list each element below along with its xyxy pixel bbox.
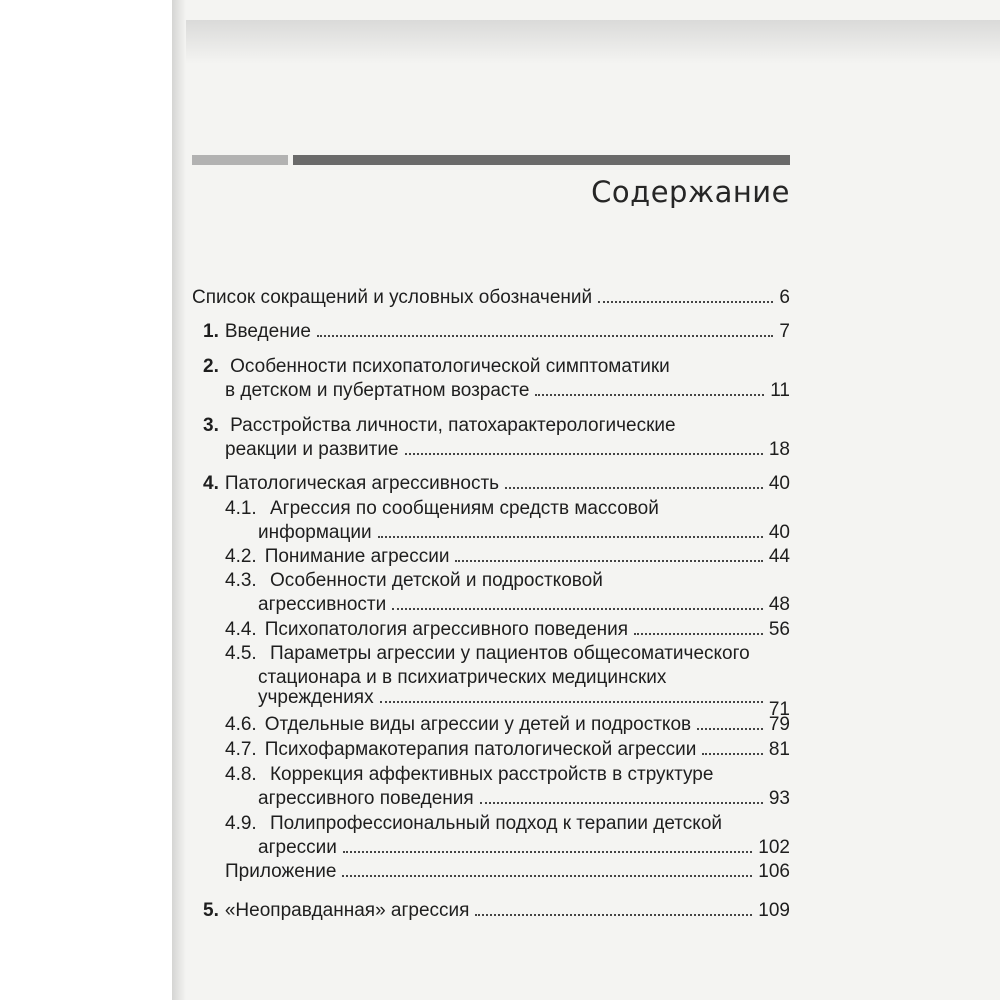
toc-page-number: 106: [758, 861, 790, 882]
toc-entry-title-line: агрессивного поведения: [258, 788, 474, 809]
toc-entry-title: Психопатология агрессивного поведения: [264, 619, 629, 640]
section-number: 4.3.: [225, 570, 257, 591]
toc-page-number: 18: [768, 439, 790, 460]
toc-entry-chapter-1: [203, 320, 790, 344]
section-number: 4.5.: [225, 643, 257, 664]
chapter-number: 2.: [203, 356, 219, 377]
toc-entry-4-1: [225, 497, 790, 545]
toc-page-number: 109: [758, 900, 790, 921]
chapter-number: 4.: [203, 473, 219, 494]
toc-entry-4-7: [225, 738, 790, 762]
dot-leader: [455, 560, 762, 562]
toc-entry-title: Введение: [224, 321, 311, 342]
dot-leader: [598, 301, 773, 303]
dot-leader: [392, 608, 763, 610]
chapter-number: 5.: [203, 900, 219, 921]
toc-entry-title-line: агрессивности: [258, 594, 387, 615]
section-number: 4.4.: [225, 619, 257, 640]
toc-entry-title-line: Полипрофессиональный подход к терапии детской: [269, 813, 722, 834]
section-number: 4.8.: [225, 764, 257, 785]
toc-entry-title-line: Особенности психопатологической симптоматики: [230, 356, 670, 377]
dot-leader: [380, 701, 763, 703]
section-number: 4.1.: [225, 498, 257, 519]
dot-leader: [480, 802, 763, 804]
toc-page-number: 71: [768, 699, 790, 720]
toc-entry-chapter-5: [203, 899, 790, 923]
dot-leader: [697, 728, 763, 730]
chapter-number: 3.: [203, 415, 219, 436]
toc-entry-title-line: реакции и развитие: [225, 439, 399, 460]
dot-leader: [634, 633, 763, 635]
toc-page-number: 40: [768, 522, 790, 543]
dot-leader: [535, 394, 764, 396]
toc-entry-4-5: [225, 642, 790, 720]
toc-entry-4-8: [225, 763, 790, 811]
toc-page-number: 93: [768, 788, 790, 809]
toc-entry-title-line: Особенности детской и подростковой: [269, 570, 603, 591]
toc-page-number: 56: [768, 619, 790, 640]
dot-leader: [702, 753, 763, 755]
toc-page-number: 7: [779, 321, 790, 342]
toc-entry-title: Патологическая агрессивность: [224, 473, 500, 494]
toc-entry-appendix: [225, 860, 790, 884]
toc-entry-chapter-2: [203, 355, 790, 403]
dot-leader: [505, 487, 763, 489]
section-number: 4.7.: [225, 739, 257, 760]
toc-entry-title-line: Агрессия по сообщениям средств массовой: [269, 498, 659, 519]
chapter-number: 1.: [203, 321, 219, 342]
section-number: 4.9.: [225, 813, 257, 834]
dot-leader: [378, 536, 763, 538]
toc-entry-title-line: учреждениях: [258, 687, 374, 708]
toc-entry-title-line: Расстройства личности, патохарактерологические: [230, 415, 676, 436]
section-number: 4.2.: [225, 546, 257, 567]
toc-page-number: 6: [779, 287, 790, 308]
toc-entry-title-line: информации: [258, 522, 372, 543]
toc-entry-4-6: [225, 713, 790, 737]
toc-entry-4-4: [225, 618, 790, 642]
toc-entry-title-line: Параметры агрессии у пациентов общесоматического: [269, 643, 750, 664]
toc-page-number: 102: [758, 837, 790, 858]
toc-entry-4-9: [225, 812, 790, 860]
toc-entry-title: «Неоправданная» агрессия: [224, 900, 470, 921]
toc-entry-chapter-3: [203, 414, 790, 462]
toc-entry-title-line: Коррекция аффективных расстройств в структуре: [269, 764, 714, 785]
page-title: Содержание: [591, 175, 790, 209]
dot-leader: [475, 914, 752, 916]
toc-entry-4-2: [225, 545, 790, 569]
toc-entry-title: Понимание агрессии: [264, 546, 450, 567]
dot-leader: [342, 875, 752, 877]
toc-entry-title-line: стационара и в психиатрических медицинских: [258, 667, 667, 688]
toc-page-number: 44: [768, 546, 790, 567]
toc-entry-chapter-4: [203, 472, 790, 496]
toc-page-number: 40: [768, 473, 790, 494]
dot-leader: [343, 851, 752, 853]
toc-entry-title: Приложение: [225, 861, 337, 882]
toc-entry-title: Отдельные виды агрессии у детей и подростков: [264, 714, 692, 735]
toc-entry-4-3: [225, 569, 790, 617]
toc-entry-title: Список сокращений и условных обозначений: [192, 287, 593, 308]
toc-entry-title: Психофармакотерапия патологической агрессии: [264, 739, 697, 760]
toc-page-number: 11: [770, 380, 790, 401]
toc-page-number: 79: [768, 714, 790, 735]
toc-page-number: 48: [768, 594, 790, 615]
toc-entry-title-line: агрессии: [258, 837, 337, 858]
section-number: 4.6.: [225, 714, 257, 735]
toc-page-number: 81: [768, 739, 790, 760]
dot-leader: [317, 335, 774, 337]
dot-leader: [405, 453, 763, 455]
toc-entry-abbreviations: [192, 286, 790, 310]
toc-entry-title-line: в детском и пубертатном возрасте: [225, 380, 530, 401]
